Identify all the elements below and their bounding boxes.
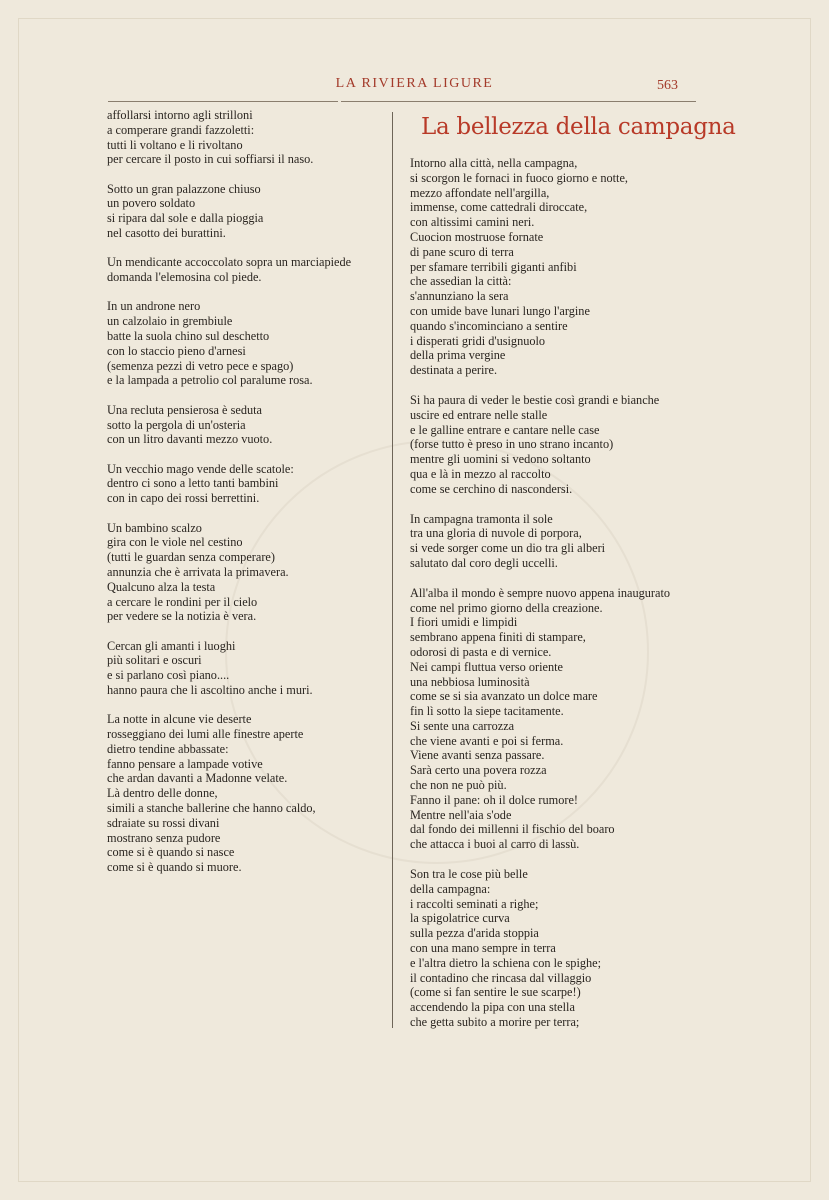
verse-line: Qualcuno alza la testa [107,579,216,594]
verse-line: Si ha paura di veder le bestie così grandi e bianche [410,392,660,407]
verse-line: affollarsi intorno agli strilloni [107,108,253,122]
verse-line: fin lì sotto la siepe tacitamente. [410,704,564,719]
verse-line: domanda l'elemosina col piede. [107,270,262,285]
verse-line: sulla pezza d'arida stoppia [410,926,539,941]
verse-line: nel casotto dei burattini. [107,226,226,241]
stanza [107,639,391,698]
verse-line: Sotto un gran palazzone chiuso [107,181,261,196]
running-title: LA RIVIERA LIGURE [335,76,494,91]
verse-line: della prima vergine [410,348,506,363]
verse-line: La notte in alcune vie deserte [107,712,252,727]
verse-line: che attacca i buoi al carro di lassù. [410,837,580,852]
verse-line: s'annunziano la sera [410,289,509,304]
verse-line: con umide bave lunari lungo l'argine [410,303,590,318]
column-divider [392,112,393,1028]
header-rule-left [108,101,338,102]
verse-line: Cuocion mostruose fornate [410,229,544,244]
verse-line: Cercan gli amanti i luoghi [107,638,236,653]
stanza [107,108,391,167]
verse-line: sembrano appena finiti di stampare, [410,630,586,645]
stanza [107,255,391,285]
verse-line: Si sente una carrozza [410,718,515,733]
verse-line: quando s'incominciano a sentire [410,318,568,333]
verse-line: a cercare le rondini per il cielo [107,594,258,609]
verse-line: per cercare il posto in cui soffiarsi il naso. [107,152,314,167]
verse-line: che viene avanti e poi si ferma. [410,733,564,748]
verse-line: si scorgon le fornaci in fuoco giorno e notte, [410,170,628,185]
verse-line: sdraiate su rossi divani [107,815,220,830]
verse-line: che assedian la città: [410,274,512,289]
verse-line: Una recluta pensierosa è seduta [107,402,263,417]
verse-line: Nei campi fluttua verso oriente [410,659,563,674]
header-rule-right [341,101,696,102]
verse-line: Mentre nell'aia s'ode [410,807,512,822]
verse-line: (semenza pezzi di vetro pece e spago) [107,358,294,373]
verse-line: Fanno il pane: oh il dolce rumore! [410,792,579,807]
verse-line: dentro ci sono a letto tanti bambini [107,476,279,491]
verse-line: Un vecchio mago vende delle scatole: [107,461,294,476]
verse-line: tra una gloria di nuvole di porpora, [410,526,582,541]
verse-line: odorosi di pasta e di vernice. [410,644,552,659]
verse-line: a comperare grandi fazzoletti: [107,122,255,137]
verse-line: il contadino che rincasa dal villaggio [410,970,592,985]
verse-line: che non ne può più. [410,778,507,793]
verse-line: la spigolatrice curva [410,911,510,926]
stanza [107,462,391,506]
verse-line: si ripara dal sole e dalla pioggia [107,211,264,226]
verse-line: Un bambino scalzo [107,520,202,535]
verse-line: Un mendicante accoccolato sopra un marciapiede [107,255,352,270]
verse-line: come si è quando si nasce [107,845,235,860]
verse-line: e l'altra dietro la schiena con le spighe; [410,955,602,970]
verse-line: per sfamare terribili giganti anfibi [410,259,577,274]
verse-line: che ardan davanti a Madonne velate. [107,771,288,786]
verse-line: mostrano senza pudore [107,830,221,845]
verse-line: dietro tendine abbassate: [107,741,229,756]
stanza [410,512,710,571]
verse-line: con un litro davanti mezzo vuoto. [107,432,273,447]
verse-line: Sarà certo una povera rozza [410,763,547,778]
verse-line: con in capo dei rossi berrettini. [107,491,260,506]
verse-line: uscire ed entrare nelle stalle [410,407,548,422]
verse-line: mezzo affondate nell'argilla, [410,185,550,200]
verse-line: All'alba il mondo è sempre nuovo appena inaugurato [410,585,671,600]
verse-line: (forse tutto è preso in uno strano incanto) [410,437,614,452]
stanza [107,299,391,388]
verse-line: come si è quando si muore. [107,860,242,875]
page-number: 563 [657,78,678,93]
verse-line: batte la suola chino sul deschetto [107,329,270,344]
verse-line: una nebbiosa luminosità [410,674,530,689]
verse-line: Intorno alla città, nella campagna, [410,156,578,170]
verse-line: con lo staccio pieno d'arnesi [107,343,246,358]
verse-line: fanno pensare a lampade votive [107,756,263,771]
verse-line: simili a stanche ballerine che hanno caldo, [107,801,316,816]
verse-line: si vede sorger come un dio tra gli alberi [410,541,606,556]
verse-line: e si parlano così piano.... [107,668,230,683]
verse-line: In un androne nero [107,299,201,314]
verse-line: Là dentro delle donne, [107,786,218,801]
verse-line: salutato dal coro degli uccelli. [410,555,558,570]
verse-line: I fiori umidi e limpidi [410,615,518,630]
verse-line: e le galline entrare e cantare nelle case [410,422,600,437]
verse-line: rosseggiano dei lumi alle finestre aperte [107,727,304,742]
verse-line: per vedere se la notizia è vera. [107,609,257,624]
verse-line: mentre gli uomini si vedono soltanto [410,452,591,467]
stanza [410,156,710,378]
verse-line: Viene avanti senza passare. [410,748,545,763]
stanza [107,403,391,447]
verse-line: più solitari e oscuri [107,653,202,668]
poem-title: La bellezza della campagna [421,114,736,140]
verse-line: immense, come cattedrali diroccate, [410,200,588,215]
verse-line: tutti li voltano e li rivoltano [107,137,243,152]
verse-line: un calzolaio in grembiule [107,314,233,329]
verse-line: dal fondo dei millenni il fischio del boaro [410,822,615,837]
verse-line: In campagna tramonta il sole [410,511,553,526]
verse-line: con altissimi camini neri. [410,215,535,230]
verse-line: destinata a perire. [410,363,498,378]
verse-line: (come si fan sentire le sue scarpe!) [410,985,581,1000]
verse-line: (tutti le guardan senza comperare) [107,550,275,565]
verse-line: come se cerchino di nascondersi. [410,481,573,496]
verse-line: con una mano sempre in terra [410,941,556,956]
verse-line: come se si sia avanzato un dolce mare [410,689,598,704]
verse-line: di pane scuro di terra [410,244,514,259]
verse-line: un povero soldato [107,196,196,211]
verse-line: come nel primo giorno della creazione. [410,600,603,615]
verse-line: accendendo la pipa con una stella [410,1000,575,1015]
verse-line: e la lampada a petrolio col paralume rosa. [107,373,313,388]
verse-line: i disperati gridi d'usignuolo [410,333,546,348]
stanza [410,393,710,497]
stanza [107,521,391,625]
verse-line: annunzia che è arrivata la primavera. [107,564,289,579]
verse-line: hanno paura che li ascoltino anche i muri. [107,683,313,697]
verse-line: gira con le viole nel cestino [107,535,243,550]
verse-line: sotto la pergola di un'osteria [107,417,246,432]
stanza [410,867,710,1030]
stanza [410,586,710,852]
verse-line: che getta subito a morire per terra; [410,1015,580,1030]
verse-line: qua e là in mezzo al raccolto [410,466,551,481]
right-column [410,156,710,1045]
stanza [107,712,391,875]
left-column [107,108,391,890]
verse-line: della campagna: [410,881,491,896]
verse-line: i raccolti seminati a righe; [410,896,539,911]
verse-line: Son tra le cose più belle [410,867,528,882]
stanza [107,182,391,241]
